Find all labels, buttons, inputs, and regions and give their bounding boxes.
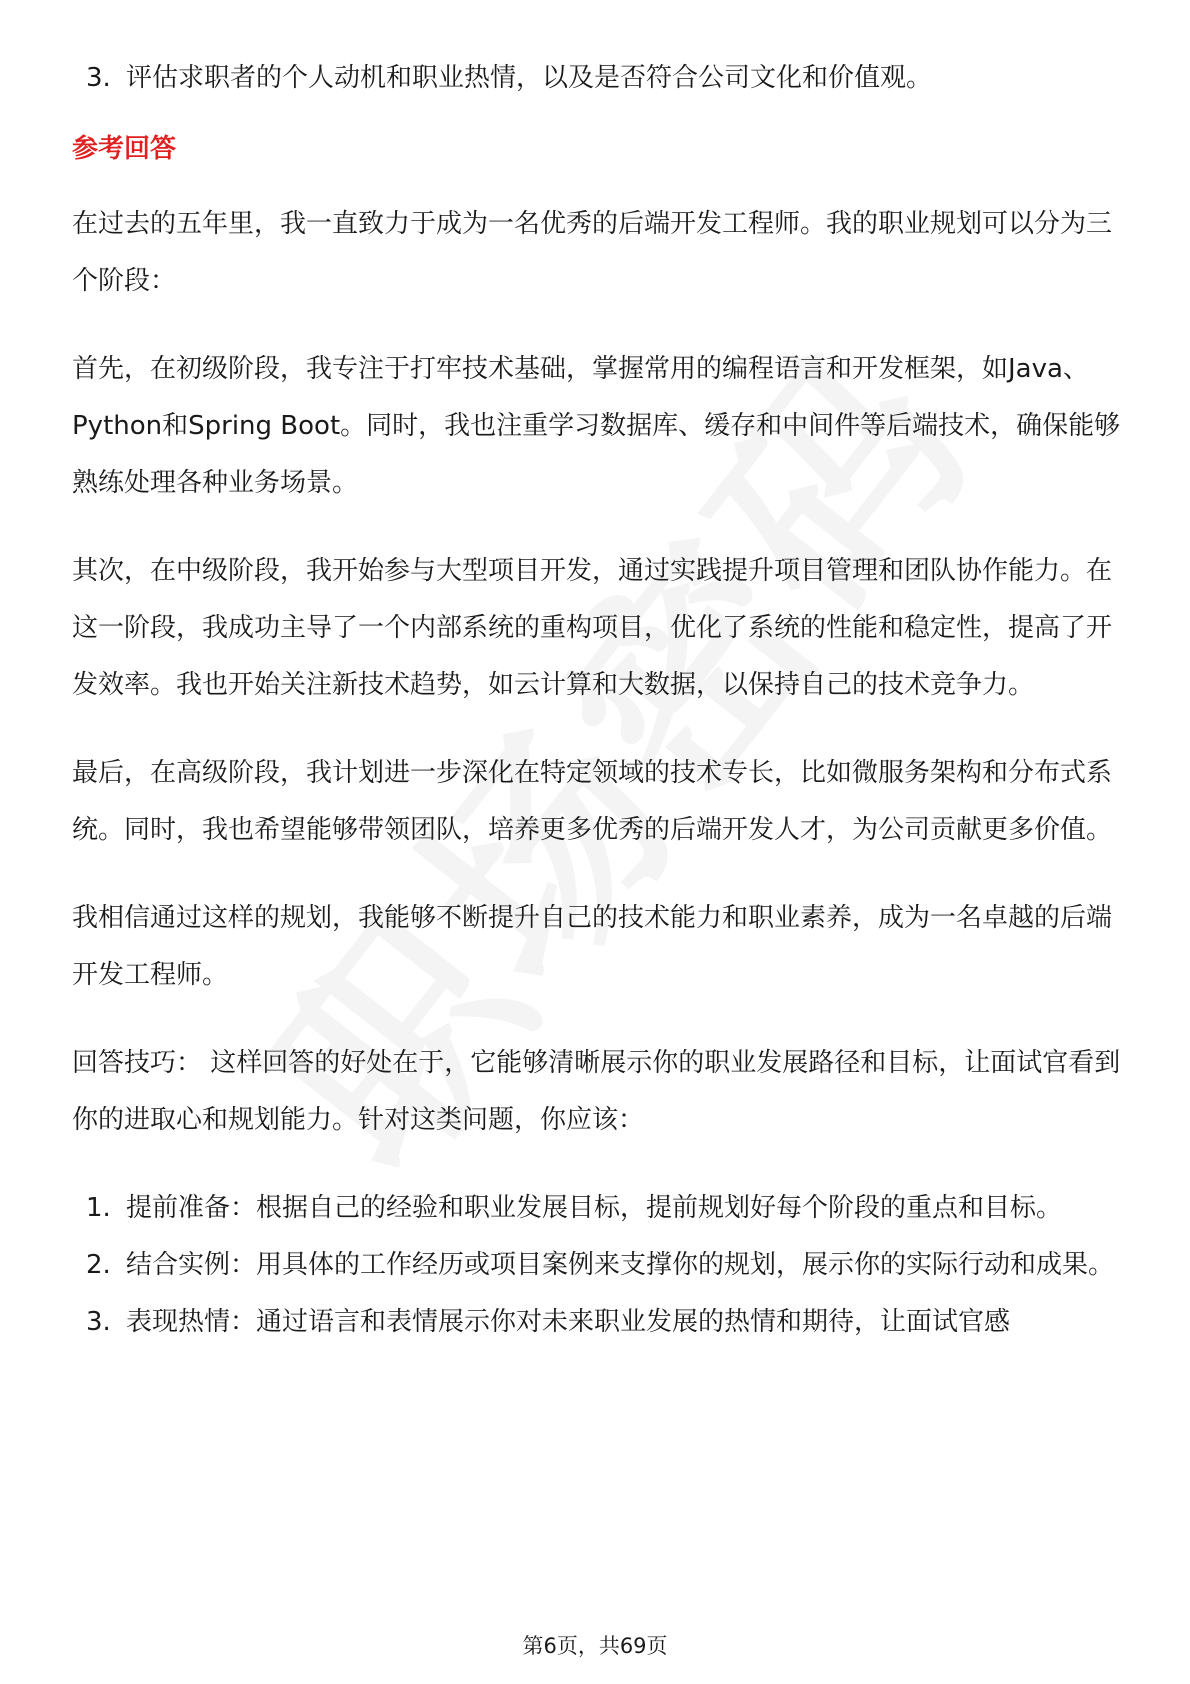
page-footer: 第6页，共69页 — [522, 1634, 668, 1658]
list-item-text: 表现热情：通过语言和表情展示你对未来职业发展的热情和期待，让面试官感 — [126, 1307, 1011, 1337]
criteria-list — [72, 50, 1122, 107]
list-item-text: 评估求职者的个人动机和职业热情，以及是否符合公司文化和价值观。 — [126, 63, 933, 93]
answer-tips-paragraph: 回答技巧： 这样回答的好处在于，它能够清晰展示你的职业发展路径和目标，让面试官看到你的进取心和规划能力。针对这类问题，你应该： — [72, 1048, 1121, 1135]
answer-stage-one-paragraph: 首先，在初级阶段，我专注于打牢技术基础，掌握常用的编程语言和开发框架，如Java、Python和Spring Boot。同时，我也注重学习数据库、缓存和中间件等后端技术，确保能够熟练处理各种业务场景。 — [72, 354, 1121, 498]
answer-stage-two-paragraph: 其次，在中级阶段，我开始参与大型项目开发，通过实践提升项目管理和团队协作能力。在这一阶段，我成功主导了一个内部系统的重构项目，优化了系统的性能和稳定性，提高了开发效率。我也开始关注新技术趋势，如云计算和大数据，以保持自己的技术竞争力。 — [72, 556, 1113, 700]
list-item-text: 提前准备：根据自己的经验和职业发展目标，提前规划好每个阶段的重点和目标。 — [126, 1193, 1063, 1223]
list-item — [72, 1237, 1122, 1294]
list-item-number: 1. — [86, 1193, 111, 1223]
list-item-text: 结合实例：用具体的工作经历或项目案例来支撑你的规划，展示你的实际行动和成果。 — [126, 1250, 1115, 1280]
section-heading: 参考回答 — [72, 134, 177, 164]
list-item — [72, 50, 1122, 107]
document-page — [72, 50, 1122, 1351]
answer-conclusion-paragraph: 我相信通过这样的规划，我能够不断提升自己的技术能力和职业素养，成为一名卓越的后端开发工程师。 — [72, 903, 1113, 990]
list-item — [72, 1294, 1122, 1351]
answer-stage-three-paragraph: 最后，在高级阶段，我计划进一步深化在特定领域的技术专长，比如微服务架构和分布式系统。同时，我也希望能够带领团队，培养更多优秀的后端开发人才，为公司贡献更多价值。 — [72, 758, 1113, 845]
tips-list — [72, 1180, 1122, 1351]
answer-intro-paragraph: 在过去的五年里，我一直致力于成为一名优秀的后端开发工程师。我的职业规划可以分为三个阶段： — [72, 209, 1113, 296]
list-item — [72, 1180, 1122, 1237]
list-item-number: 3. — [86, 63, 111, 93]
list-item-number: 3. — [86, 1307, 111, 1337]
list-item-number: 2. — [86, 1250, 111, 1280]
